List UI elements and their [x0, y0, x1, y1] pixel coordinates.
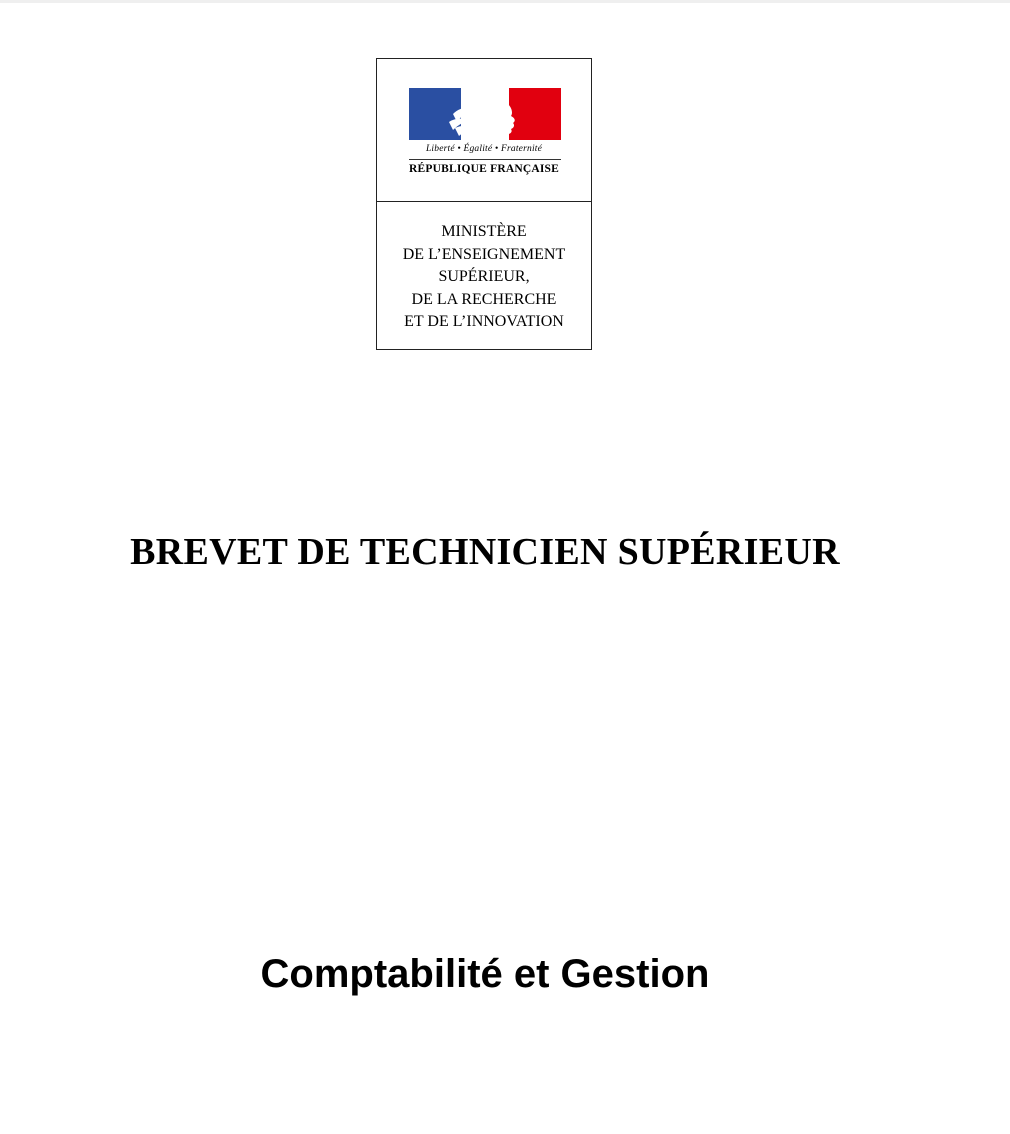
- marianne-flag-icon: [409, 88, 561, 140]
- republic-motto: Liberté • Égalité • Fraternité: [425, 144, 543, 154]
- ministry-line: ET DE L’INNOVATION: [404, 313, 564, 330]
- logo-republic-section: [377, 59, 591, 202]
- republic-name: RÉPUBLIQUE FRANÇAISE: [408, 163, 559, 175]
- document-title: BREVET DE TECHNICIEN SUPÉRIEUR: [130, 531, 840, 573]
- ministry-name: [377, 221, 591, 334]
- page-top-edge: [0, 0, 1010, 3]
- ministry-line: SUPÉRIEUR,: [438, 268, 530, 285]
- ministry-line: DE LA RECHERCHE: [411, 290, 557, 308]
- document-subtitle: Comptabilité et Gestion: [260, 952, 710, 996]
- ministry-line: MINISTÈRE: [441, 223, 527, 240]
- ministry-line: DE L’ENSEIGNEMENT: [402, 245, 566, 263]
- republique-francaise-logo: [376, 58, 592, 350]
- motto-divider: [409, 159, 561, 160]
